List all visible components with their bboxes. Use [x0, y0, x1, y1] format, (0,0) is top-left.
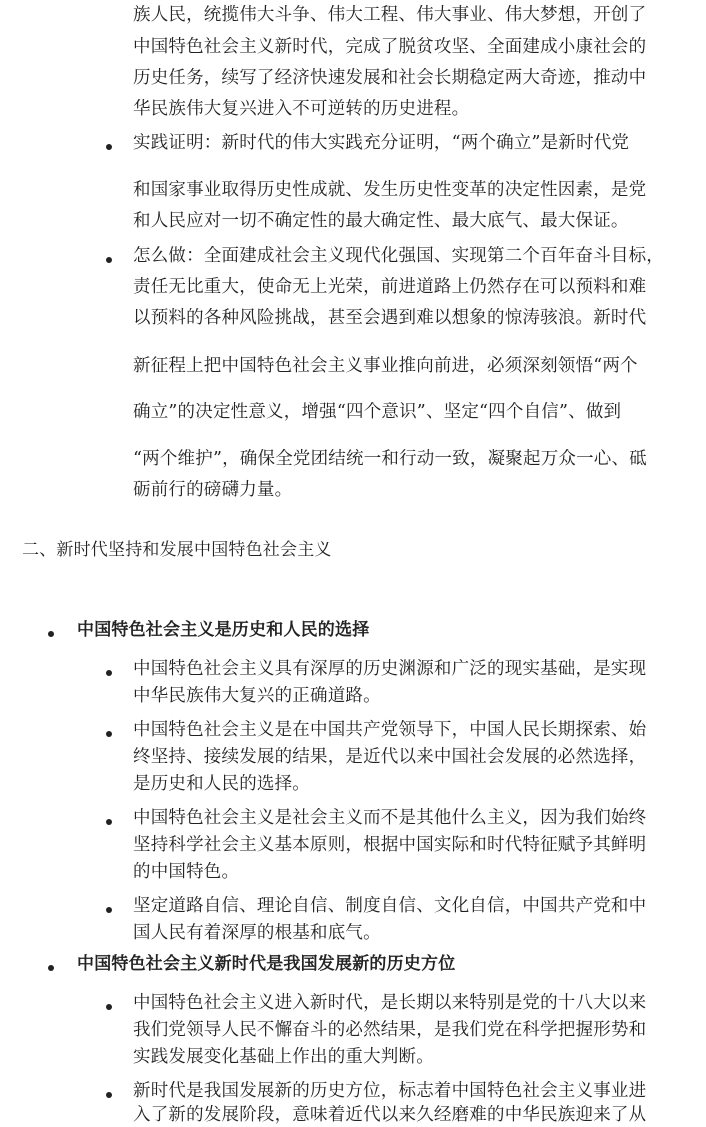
topic2-item-line: 中国特色社会主义进入新时代，是长期以来特别是党的十八大以来: [133, 993, 647, 1013]
bullet-icon: [106, 1004, 112, 1010]
how-line-5: 确立”的决定性意义，增强“四个意识”、坚定“四个自信”、做到: [133, 402, 622, 422]
practice-line-2: 和国家事业取得历史性成就、发生历史性变革的决定性因素，是党: [133, 180, 647, 200]
bullet-icon: [48, 965, 54, 971]
topic1-item-line: 中国特色社会主义是社会主义而不是其他什么主义，因为我们始终: [133, 808, 647, 828]
bullet-icon: [48, 631, 54, 637]
intro-line-1: 族人民，统揽伟大斗争、伟大工程、伟大事业、伟大梦想，开创了: [133, 5, 647, 25]
topic1-item-line: 终坚持、接续发展的结果，是近代以来中国社会发展的必然选择，: [133, 747, 647, 767]
topic1-item-line: 坚定道路自信、理论自信、制度自信、文化自信，中国共产党和中: [133, 896, 647, 916]
topic1-item-line: 中国特色社会主义是在中国共产党领导下，中国人民长期探索、始: [133, 720, 647, 740]
topic2-item-line: 新时代是我国发展新的历史方位，标志着中国特色社会主义事业进: [133, 1081, 647, 1101]
topic2-item-line: 入了新的发展阶段，意味着近代以来久经磨难的中华民族迎来了从: [133, 1105, 647, 1125]
topic1-item-line: 坚持科学社会主义基本原则，根据中国实际和时代特征赋予其鲜明: [133, 835, 647, 855]
topic-title: 中国特色社会主义新时代是我国发展新的历史方位: [77, 954, 456, 974]
how-line-1: 怎么做：全面建成社会主义现代化强国、实现第二个百年奋斗目标，: [133, 246, 664, 266]
bullet-icon: [106, 819, 112, 825]
bullet-icon: [106, 670, 112, 676]
intro-line-3: 历史任务，续写了经济快速发展和社会长期稳定两大奇迹，推动中: [133, 68, 647, 88]
topic1-item-line: 是历史和人民的选择。: [133, 774, 310, 794]
how-line-7: 砺前行的磅礴力量。: [133, 480, 293, 500]
bullet-icon: [106, 257, 112, 263]
topic1-item-line: 的中国特色。: [133, 862, 240, 882]
intro-line-2: 中国特色社会主义新时代，完成了脱贫攻坚、全面建成小康社会的: [133, 37, 647, 57]
bullet-icon: [106, 1092, 112, 1098]
how-line-4: 新征程上把中国特色社会主义事业推向前进，必须深刻领悟“两个: [133, 356, 638, 376]
bullet-icon: [106, 731, 112, 737]
how-line-3: 以预料的各种风险挑战，甚至会遇到难以想象的惊涛骇浪。新时代: [133, 308, 647, 328]
topic1-item-line: 国人民有着深厚的根基和底气。: [133, 923, 381, 943]
practice-line-3: 和人民应对一切不确定性的最大确定性、最大底气、最大保证。: [133, 211, 629, 231]
topic2-item-line: 实践发展变化基础上作出的重大判断。: [133, 1047, 434, 1067]
topic-title: 中国特色社会主义是历史和人民的选择: [77, 620, 370, 640]
topic2-item-line: 我们党领导人民不懈奋斗的必然结果，是我们党在科学把握形势和: [133, 1020, 647, 1040]
bullet-icon: [106, 144, 112, 150]
section-heading: 二、新时代坚持和发展中国特色社会主义: [22, 540, 332, 560]
topic1-item-line: 中华民族伟大复兴的正确道路。: [133, 686, 381, 706]
bullet-icon: [106, 907, 112, 913]
topic1-item-line: 中国特色社会主义具有深厚的历史渊源和广泛的现实基础，是实现: [133, 659, 647, 679]
practice-line-1: 实践证明：新时代的伟大实践充分证明，“两个确立”是新时代党: [133, 133, 630, 153]
intro-line-4: 华民族伟大复兴进入不可逆转的历史进程。: [133, 99, 470, 119]
how-line-2: 责任无比重大，使命无上光荣，前进道路上仍然存在可以预料和难: [133, 277, 647, 297]
how-line-6: “两个维护”，确保全党团结统一和行动一致，凝聚起万众一心、砥: [133, 449, 647, 469]
